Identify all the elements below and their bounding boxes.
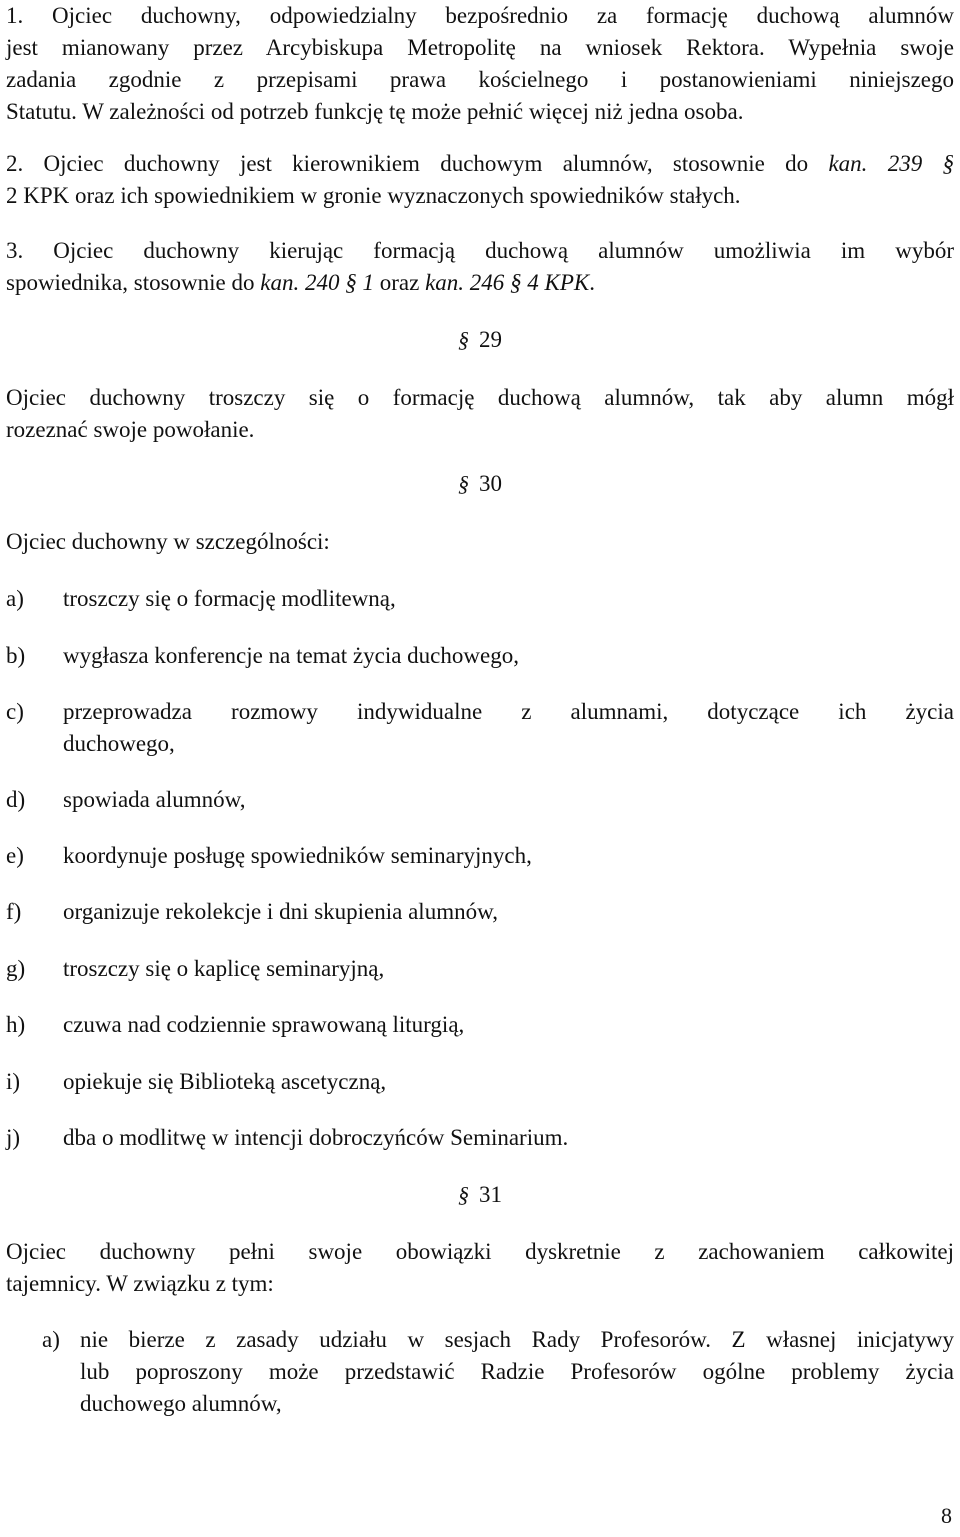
section-29-paragraph — [6, 382, 954, 446]
list-item-text: organizuje rekolekcje i dni skupienia alumnów, — [63, 899, 498, 924]
text-line: nie bierze z zasady udziału w sesjach Rady Profesorów. Z własnej inicjatywy — [80, 1327, 954, 1352]
list-marker: b) — [6, 643, 26, 668]
canon-reference: kan. 246 — [425, 270, 505, 295]
list-item-text: koordynuje posługę spowiedników seminaryjnych, — [63, 843, 532, 868]
section-heading-29 — [0, 324, 960, 356]
section-31-paragraph — [6, 1236, 954, 1300]
text-line: Ojciec duchowny troszczy się o formację duchową alumnów, tak aby alumn mógł — [6, 385, 954, 410]
list-marker: h) — [6, 1012, 26, 1037]
text-line: Ojciec duchowny w szczególności: — [6, 529, 330, 554]
paragraph-3 — [6, 235, 954, 299]
list-item-text: dba o modlitwę w intencji dobroczyńców Seminarium. — [63, 1125, 569, 1150]
text-line: jest mianowany przez Arcybiskupa Metropolitę na wniosek Rektora. Wypełnia swoje — [6, 35, 954, 60]
list-item-text: opiekuje się Biblioteką ascetyczną, — [63, 1069, 387, 1094]
list-item-text — [63, 696, 954, 760]
section-heading-31 — [0, 1179, 960, 1211]
page-number: 8 — [941, 1503, 952, 1528]
text-line: przeprowadza rozmowy indywidualne z alumnami, dotyczące ich życia — [63, 699, 954, 724]
list-marker: i) — [6, 1069, 21, 1094]
text-line — [6, 148, 954, 180]
list-item-text: troszczy się o kaplicę seminaryjną, — [63, 956, 385, 981]
section-sign-icon: § — [458, 1182, 469, 1207]
section-number: 31 — [479, 1182, 502, 1207]
list-marker: j) — [6, 1125, 21, 1150]
text-line: 2 KPK oraz ich spowiednikiem w gronie wyznaczonych spowiedników stałych. — [6, 183, 741, 208]
text-line: tajemnicy. W związku z tym: — [6, 1271, 274, 1296]
list-marker: f) — [6, 899, 22, 924]
text-line: Ojciec duchowny pełni swoje obowiązki dyskretnie z zachowaniem całkowitej — [6, 1239, 954, 1264]
section-sign: § — [345, 270, 357, 295]
list-item-text: czuwa nad codziennie sprawowaną liturgią, — [63, 1012, 465, 1037]
paragraph-2 — [6, 148, 954, 212]
text-run: oraz — [373, 270, 426, 295]
canon-reference: kan. 240 — [260, 270, 340, 295]
code-reference: 4 KPK — [527, 270, 590, 295]
section-sign-icon: § — [458, 327, 469, 352]
section-sign: § — [510, 270, 522, 295]
text-line: duchowego alumnów, — [80, 1391, 282, 1416]
text-line: rozeznać swoje powołanie. — [6, 417, 255, 442]
section-30-intro — [6, 526, 954, 558]
list-item-text — [80, 1324, 954, 1420]
text-line: 1. Ojciec duchowny, odpowiedzialny bezpośrednio za formację duchową alumnów — [6, 3, 954, 28]
list-marker: a) — [42, 1327, 60, 1352]
paragraph-1 — [6, 0, 954, 128]
list-item-text: wygłasza konferencje na temat życia duchowego, — [63, 643, 519, 668]
text-run: . — [589, 270, 596, 295]
text-run: 2. Ojciec duchowny jest kierownikiem duchowym alumnów, stosownie do — [6, 151, 829, 176]
text-line: 3. Ojciec duchowny kierując formacją duchową alumnów umożliwia im wybór — [6, 238, 954, 263]
text-line: duchowego, — [63, 731, 175, 756]
list-marker: d) — [6, 787, 26, 812]
list-marker: a) — [6, 586, 24, 611]
text-line — [6, 267, 954, 299]
text-line: zadania zgodnie z przepisami prawa kościelnego i postanowieniami niniejszego — [6, 67, 954, 92]
section-sign: § — [942, 151, 954, 176]
paragraph-number: 1 — [362, 270, 374, 295]
list-item-text: spowiada alumnów, — [63, 787, 246, 812]
section-number: 30 — [479, 471, 502, 496]
section-number: 29 — [479, 327, 502, 352]
canon-reference: kan. 239 — [828, 151, 923, 176]
text-line: Statutu. W zależności od potrzeb funkcję tę może pełnić więcej niż jedna osoba. — [6, 99, 744, 124]
text-run: spowiednika, stosownie do — [6, 270, 261, 295]
text-line: lub poproszony może przedstawić Radzie Profesorów ogólne problemy życia — [80, 1359, 954, 1384]
list-marker: e) — [6, 843, 24, 868]
list-item-text: troszczy się o formację modlitewną, — [63, 586, 396, 611]
section-heading-30 — [0, 468, 960, 500]
section-sign-icon: § — [458, 471, 469, 496]
list-marker: c) — [6, 699, 24, 724]
list-marker: g) — [6, 956, 26, 981]
